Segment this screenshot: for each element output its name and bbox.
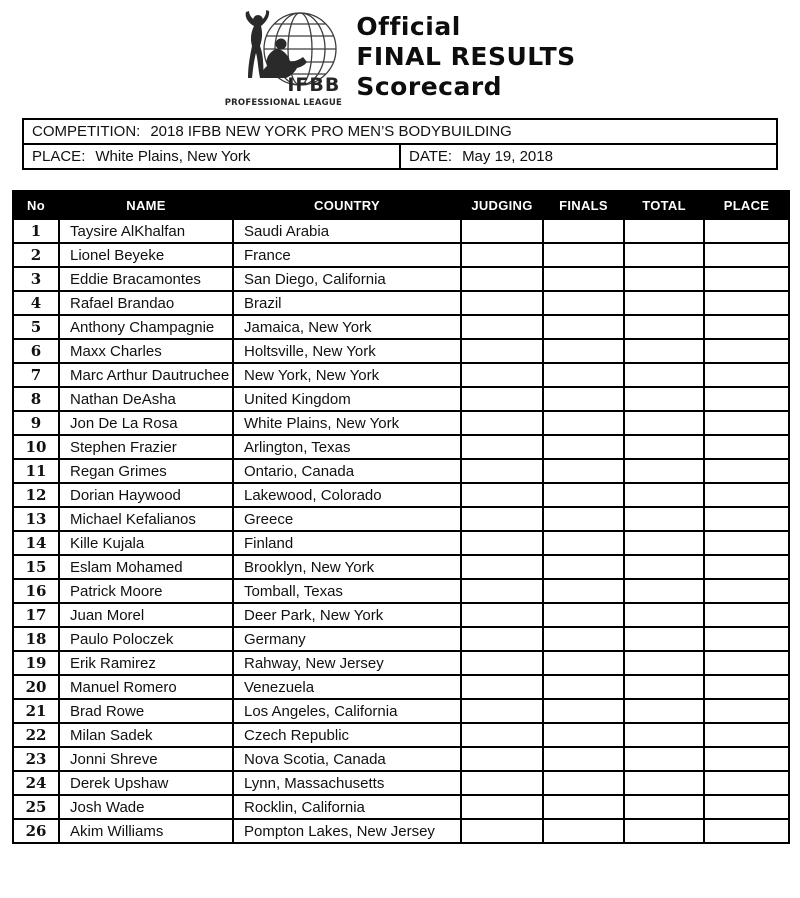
cell-country: Rahway, New Jersey (233, 651, 461, 675)
cell-no: 8 (13, 387, 59, 411)
cell-judging (461, 723, 543, 747)
cell-judging (461, 699, 543, 723)
ifbb-logo (224, 6, 342, 108)
cell-total (624, 747, 704, 771)
cell-country: Saudi Arabia (233, 219, 461, 243)
cell-place (704, 627, 789, 651)
cell-country: Deer Park, New York (233, 603, 461, 627)
cell-finals (543, 435, 624, 459)
cell-finals (543, 795, 624, 819)
cell-judging (461, 627, 543, 651)
table-row (13, 579, 789, 603)
table-row (13, 603, 789, 627)
cell-judging (461, 363, 543, 387)
cell-name: Taysire AlKhalfan (59, 219, 233, 243)
table-row (13, 627, 789, 651)
cell-total (624, 483, 704, 507)
place-cell (23, 144, 400, 169)
cell-name: Milan Sadek (59, 723, 233, 747)
cell-finals (543, 819, 624, 843)
cell-total (624, 243, 704, 267)
cell-no: 13 (13, 507, 59, 531)
cell-finals (543, 699, 624, 723)
cell-no: 18 (13, 627, 59, 651)
cell-no: 20 (13, 675, 59, 699)
table-row (13, 243, 789, 267)
cell-place (704, 507, 789, 531)
cell-country: France (233, 243, 461, 267)
cell-total (624, 363, 704, 387)
cell-no: 25 (13, 795, 59, 819)
place-label: PLACE: (32, 148, 86, 165)
cell-country: Venezuela (233, 675, 461, 699)
cell-place (704, 747, 789, 771)
cell-name: Juan Morel (59, 603, 233, 627)
cell-total (624, 651, 704, 675)
competition-cell (23, 119, 777, 144)
page-title (356, 6, 575, 102)
cell-no: 12 (13, 483, 59, 507)
cell-name: Nathan DeAsha (59, 387, 233, 411)
cell-finals (543, 675, 624, 699)
cell-finals (543, 219, 624, 243)
results-header-row (13, 191, 789, 219)
cell-place (704, 771, 789, 795)
cell-name: Eddie Bracamontes (59, 267, 233, 291)
cell-judging (461, 771, 543, 795)
cell-name: Michael Kefalianos (59, 507, 233, 531)
cell-judging (461, 243, 543, 267)
cell-name: Regan Grimes (59, 459, 233, 483)
logo-org-text: IFBB (287, 74, 341, 96)
cell-finals (543, 627, 624, 651)
cell-name: Marc Arthur Dautruchee (59, 363, 233, 387)
title-line-3: Scorecard (356, 72, 503, 101)
table-row (13, 219, 789, 243)
cell-judging (461, 435, 543, 459)
cell-place (704, 459, 789, 483)
cell-country: San Diego, California (233, 267, 461, 291)
date-label: DATE: (409, 148, 453, 165)
cell-judging (461, 747, 543, 771)
cell-no: 3 (13, 267, 59, 291)
cell-finals (543, 243, 624, 267)
table-row (13, 531, 789, 555)
cell-place (704, 291, 789, 315)
cell-no: 23 (13, 747, 59, 771)
cell-finals (543, 291, 624, 315)
cell-finals (543, 483, 624, 507)
column-header-country: COUNTRY (233, 191, 461, 219)
cell-place (704, 219, 789, 243)
cell-country: Pompton Lakes, New Jersey (233, 819, 461, 843)
cell-finals (543, 363, 624, 387)
table-row (13, 699, 789, 723)
table-row (13, 651, 789, 675)
cell-judging (461, 507, 543, 531)
table-row (13, 339, 789, 363)
cell-place (704, 579, 789, 603)
table-row (13, 483, 789, 507)
cell-total (624, 627, 704, 651)
table-row (13, 747, 789, 771)
cell-place (704, 603, 789, 627)
cell-name: Brad Rowe (59, 699, 233, 723)
cell-no: 1 (13, 219, 59, 243)
cell-place (704, 339, 789, 363)
cell-judging (461, 411, 543, 435)
date-cell (400, 144, 777, 169)
cell-place (704, 651, 789, 675)
cell-total (624, 531, 704, 555)
table-row (13, 291, 789, 315)
cell-name: Jon De La Rosa (59, 411, 233, 435)
cell-place (704, 819, 789, 843)
cell-place (704, 795, 789, 819)
cell-total (624, 219, 704, 243)
cell-place (704, 411, 789, 435)
competition-row (23, 119, 777, 144)
cell-no: 17 (13, 603, 59, 627)
cell-no: 9 (13, 411, 59, 435)
cell-finals (543, 507, 624, 531)
cell-total (624, 411, 704, 435)
cell-total (624, 435, 704, 459)
cell-total (624, 387, 704, 411)
cell-place (704, 435, 789, 459)
cell-finals (543, 579, 624, 603)
cell-total (624, 315, 704, 339)
table-row (13, 267, 789, 291)
cell-no: 2 (13, 243, 59, 267)
cell-total (624, 795, 704, 819)
masthead (0, 6, 800, 112)
cell-no: 4 (13, 291, 59, 315)
cell-finals (543, 411, 624, 435)
cell-no: 22 (13, 723, 59, 747)
cell-total (624, 723, 704, 747)
place-date-row (23, 144, 777, 169)
cell-place (704, 675, 789, 699)
cell-no: 5 (13, 315, 59, 339)
cell-country: Lynn, Massachusetts (233, 771, 461, 795)
cell-judging (461, 579, 543, 603)
competition-info-table (22, 118, 778, 170)
cell-judging (461, 315, 543, 339)
cell-total (624, 819, 704, 843)
cell-total (624, 459, 704, 483)
cell-judging (461, 339, 543, 363)
cell-name: Paulo Poloczek (59, 627, 233, 651)
cell-finals (543, 603, 624, 627)
cell-total (624, 291, 704, 315)
cell-country: Rocklin, California (233, 795, 461, 819)
column-header-finals: FINALS (543, 191, 624, 219)
cell-name: Dorian Haywood (59, 483, 233, 507)
cell-finals (543, 339, 624, 363)
cell-place (704, 363, 789, 387)
cell-judging (461, 675, 543, 699)
cell-finals (543, 651, 624, 675)
cell-judging (461, 387, 543, 411)
cell-name: Kille Kujala (59, 531, 233, 555)
table-row (13, 555, 789, 579)
cell-judging (461, 459, 543, 483)
cell-total (624, 603, 704, 627)
cell-total (624, 555, 704, 579)
cell-finals (543, 267, 624, 291)
results-table (12, 190, 790, 844)
logo-suborg-text: PROFESSIONAL LEAGUE (224, 98, 342, 108)
cell-no: 10 (13, 435, 59, 459)
cell-no: 11 (13, 459, 59, 483)
cell-judging (461, 267, 543, 291)
cell-judging (461, 651, 543, 675)
cell-judging (461, 819, 543, 843)
cell-name: Eslam Mohamed (59, 555, 233, 579)
cell-finals (543, 747, 624, 771)
cell-no: 16 (13, 579, 59, 603)
cell-no: 14 (13, 531, 59, 555)
cell-no: 19 (13, 651, 59, 675)
table-row (13, 315, 789, 339)
cell-country: Los Angeles, California (233, 699, 461, 723)
cell-country: New York, New York (233, 363, 461, 387)
competition-label: COMPETITION: (32, 123, 141, 140)
cell-finals (543, 531, 624, 555)
cell-no: 26 (13, 819, 59, 843)
cell-name: Erik Ramirez (59, 651, 233, 675)
column-header-name: NAME (59, 191, 233, 219)
cell-place (704, 267, 789, 291)
cell-total (624, 771, 704, 795)
table-row (13, 723, 789, 747)
cell-name: Derek Upshaw (59, 771, 233, 795)
cell-country: Finland (233, 531, 461, 555)
cell-place (704, 531, 789, 555)
cell-country: Greece (233, 507, 461, 531)
cell-judging (461, 219, 543, 243)
cell-finals (543, 723, 624, 747)
cell-finals (543, 387, 624, 411)
cell-no: 7 (13, 363, 59, 387)
cell-judging (461, 291, 543, 315)
table-row (13, 435, 789, 459)
cell-country: Holtsville, New York (233, 339, 461, 363)
table-row (13, 387, 789, 411)
table-row (13, 507, 789, 531)
cell-name: Jonni Shreve (59, 747, 233, 771)
cell-no: 6 (13, 339, 59, 363)
cell-name: Lionel Beyeke (59, 243, 233, 267)
table-row (13, 363, 789, 387)
cell-country: Nova Scotia, Canada (233, 747, 461, 771)
cell-finals (543, 315, 624, 339)
cell-judging (461, 555, 543, 579)
cell-finals (543, 459, 624, 483)
table-row (13, 411, 789, 435)
table-row (13, 819, 789, 843)
cell-judging (461, 795, 543, 819)
cell-country: Brazil (233, 291, 461, 315)
cell-no: 21 (13, 699, 59, 723)
cell-country: Brooklyn, New York (233, 555, 461, 579)
cell-total (624, 507, 704, 531)
cell-country: Arlington, Texas (233, 435, 461, 459)
cell-no: 15 (13, 555, 59, 579)
table-row (13, 771, 789, 795)
cell-finals (543, 555, 624, 579)
cell-judging (461, 483, 543, 507)
column-header-no: No (13, 191, 59, 219)
cell-place (704, 315, 789, 339)
cell-place (704, 555, 789, 579)
cell-country: Jamaica, New York (233, 315, 461, 339)
cell-finals (543, 771, 624, 795)
table-row (13, 459, 789, 483)
cell-judging (461, 531, 543, 555)
cell-country: Germany (233, 627, 461, 651)
results-table-body (13, 219, 789, 843)
competition-value: 2018 IFBB NEW YORK PRO MEN’S BODYBUILDING (150, 123, 512, 140)
cell-place (704, 387, 789, 411)
cell-name: Manuel Romero (59, 675, 233, 699)
cell-total (624, 579, 704, 603)
column-header-total: TOTAL (624, 191, 704, 219)
column-header-judging: JUDGING (461, 191, 543, 219)
place-value: White Plains, New York (95, 148, 251, 165)
cell-total (624, 675, 704, 699)
table-row (13, 675, 789, 699)
title-line-1: Official (356, 12, 461, 41)
column-header-place: PLACE (704, 191, 789, 219)
table-row (13, 795, 789, 819)
cell-name: Akim Williams (59, 819, 233, 843)
cell-name: Josh Wade (59, 795, 233, 819)
cell-place (704, 699, 789, 723)
cell-country: United Kingdom (233, 387, 461, 411)
cell-name: Stephen Frazier (59, 435, 233, 459)
cell-country: White Plains, New York (233, 411, 461, 435)
cell-country: Tomball, Texas (233, 579, 461, 603)
cell-country: Lakewood, Colorado (233, 483, 461, 507)
cell-name: Anthony Champagnie (59, 315, 233, 339)
cell-place (704, 243, 789, 267)
cell-total (624, 699, 704, 723)
date-value: May 19, 2018 (462, 148, 553, 165)
cell-name: Patrick Moore (59, 579, 233, 603)
title-line-2: FINAL RESULTS (356, 42, 576, 71)
cell-name: Rafael Brandao (59, 291, 233, 315)
cell-total (624, 339, 704, 363)
cell-total (624, 267, 704, 291)
cell-name: Maxx Charles (59, 339, 233, 363)
cell-place (704, 723, 789, 747)
cell-country: Ontario, Canada (233, 459, 461, 483)
cell-country: Czech Republic (233, 723, 461, 747)
cell-place (704, 483, 789, 507)
cell-no: 24 (13, 771, 59, 795)
cell-judging (461, 603, 543, 627)
